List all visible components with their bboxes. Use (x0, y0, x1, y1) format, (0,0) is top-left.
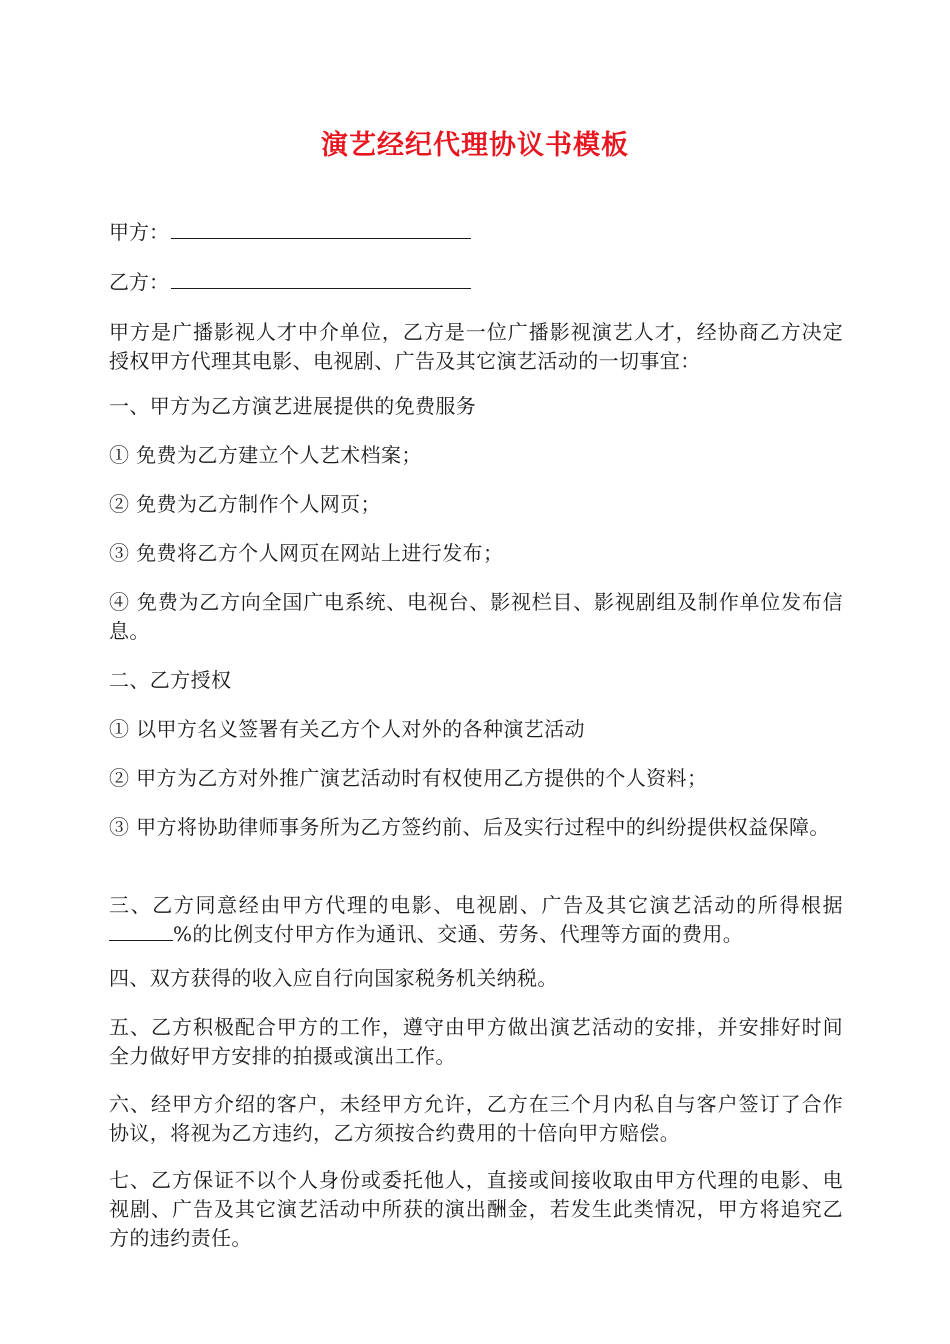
intro-paragraph: 甲方是广播影视人才中介单位，乙方是一位广播影视演艺人才，经协商乙方决定授权甲方代理其电影、电视剧、广告及其它演艺活动的一切事宜： (109, 320, 843, 373)
section4-paragraph: 四、双方获得的收入应自行向国家税务机关纳税。 (109, 966, 558, 990)
section2-item-3: ③ 甲方将协助律师事务所为乙方签约前、后及实行过程中的纠纷提供权益保障。 (109, 815, 830, 839)
section7-paragraph: 七、乙方保证不以个人身份或委托他人，直接或间接收取由甲方代理的电影、电视剧、广告及其它演艺活动中所获的演出酬金，若发生此类情况，甲方将追究乙方的违约责任。 (109, 1168, 843, 1250)
section6-paragraph: 六、经甲方介绍的客户，未经甲方允许，乙方在三个月内私自与客户签订了合作协议，将视为乙方违约，乙方须按合约费用的十倍向甲方赔偿。 (109, 1092, 843, 1145)
party-b-line (109, 268, 471, 297)
percentage-blank (109, 922, 173, 941)
section3-text-after: %的比例支付甲方作为通讯、交通、劳务、代理等方面的费用。 (173, 922, 744, 946)
section2-item-2: ② 甲方为乙方对外推广演艺活动时有权使用乙方提供的个人资料； (109, 766, 708, 790)
section3-text-before: 三、乙方同意经由甲方代理的电影、电视剧、广告及其它演艺活动的所得根据 (109, 893, 843, 917)
section1-item-1: ① 免费为乙方建立个人艺术档案； (109, 443, 422, 467)
section5-paragraph: 五、乙方积极配合甲方的工作，遵守由甲方做出演艺活动的安排，并安排好时间全力做好甲方安排的拍摄或演出工作。 (109, 1015, 843, 1068)
section1-heading: 一、甲方为乙方演艺进展提供的免费服务 (109, 394, 477, 418)
party-a-blank (171, 218, 471, 239)
section1-item-2: ② 免费为乙方制作个人网页； (109, 492, 381, 516)
section3-paragraph (109, 891, 843, 949)
section2-heading: 二、乙方授权 (109, 668, 232, 692)
document-title: 演艺经纪代理协议书模板 (321, 130, 629, 161)
party-a-line (109, 218, 471, 247)
party-b-label: 乙方： (109, 270, 169, 294)
section1-item-4: ④ 免费为乙方向全国广电系统、电视台、影视栏目、影视剧组及制作单位发布信息。 (109, 590, 843, 643)
party-a-label: 甲方： (109, 220, 169, 244)
party-b-blank (171, 268, 471, 289)
section2-item-1: ① 以甲方名义签署有关乙方个人对外的各种演艺活动 (109, 717, 585, 741)
section1-item-3: ③ 免费将乙方个人网页在网站上进行发布； (109, 541, 504, 565)
